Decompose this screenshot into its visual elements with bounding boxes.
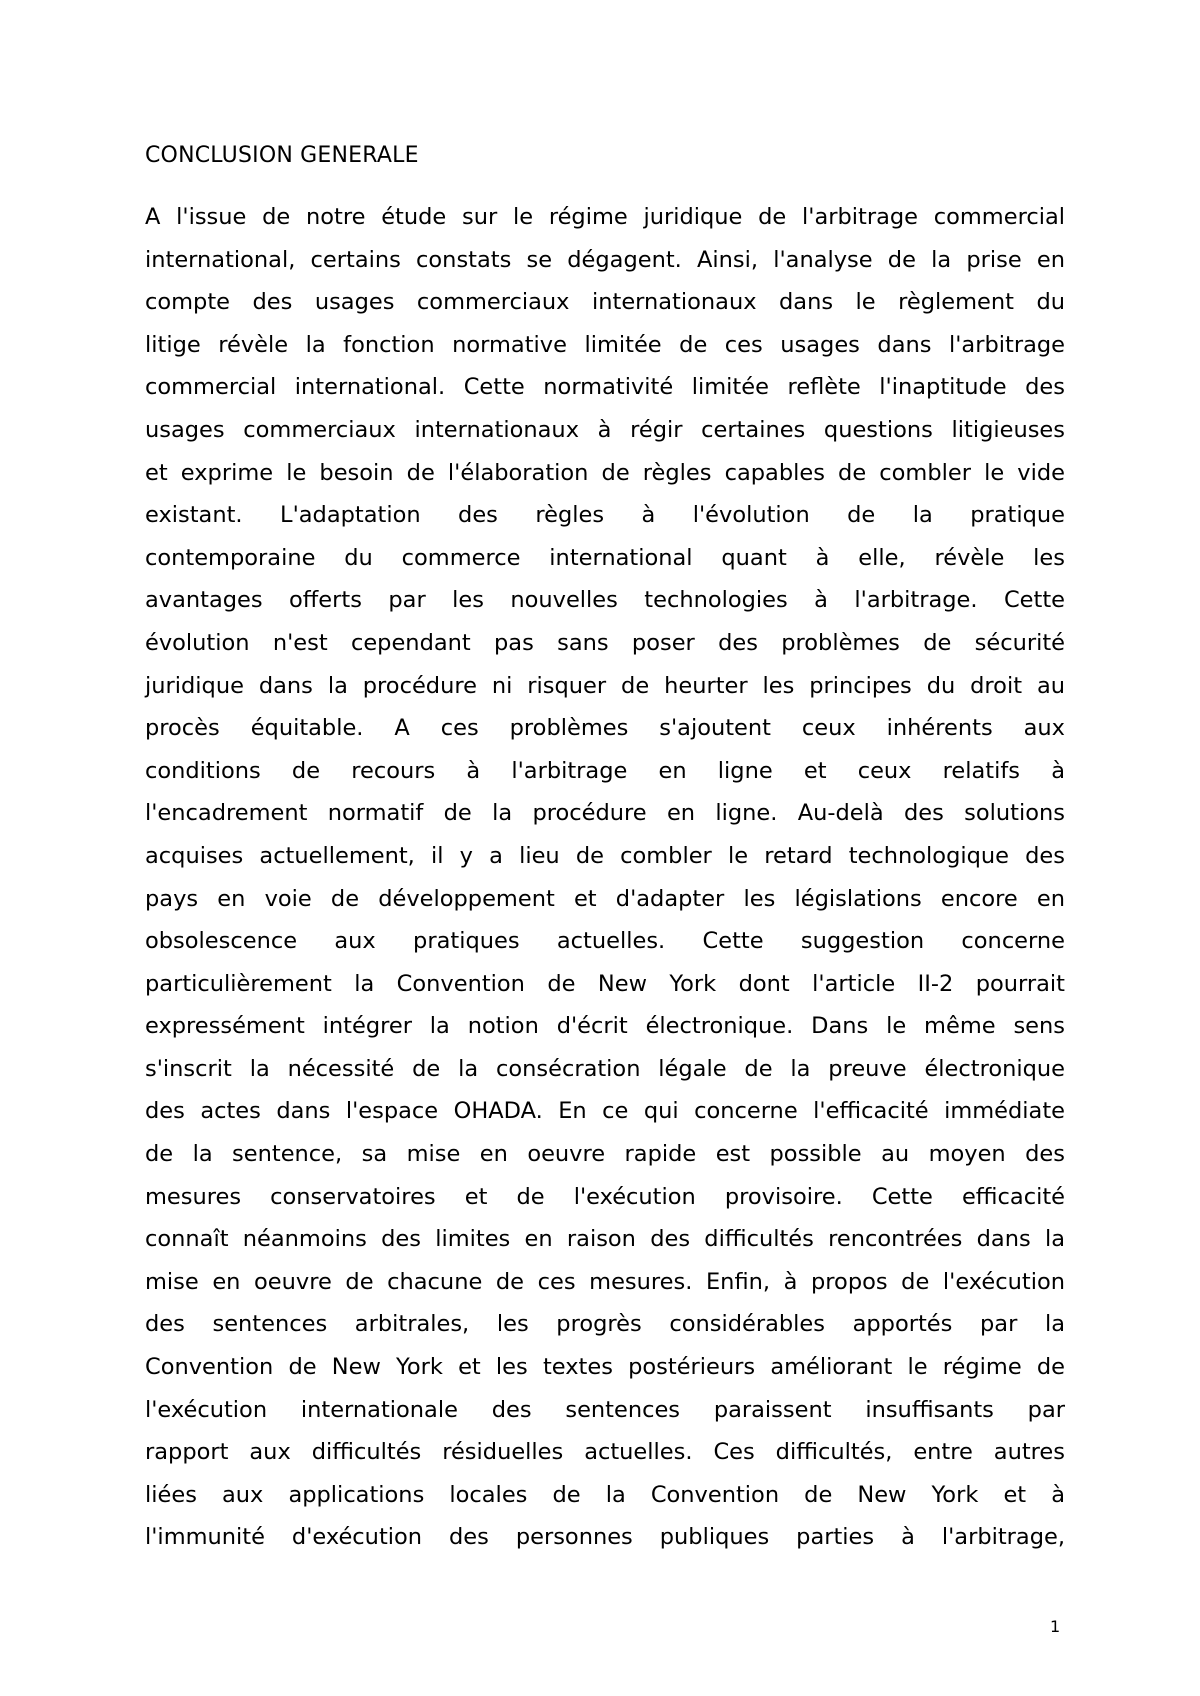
text-line: l'exécution internationale des sentences paraissent insuffisants par <box>145 1396 1065 1423</box>
page-number: 1 <box>1050 1617 1061 1636</box>
text-line: international, certains constats se dégagent. Ainsi, l'analyse de la prise en <box>145 246 1065 273</box>
text-line: A l'issue de notre étude sur le régime juridique de l'arbitrage commercial <box>145 204 1065 230</box>
text-line: usages commerciaux internationaux à régir certaines questions litigieuses <box>145 416 1065 443</box>
text-line: particulièrement la Convention de New York dont l'article II-2 pourrait <box>145 970 1065 997</box>
text-line: s'inscrit la nécessité de la consécration légale de la preuve électronique <box>145 1055 1065 1082</box>
text-line: Convention de New York et les textes postérieurs améliorant le régime de <box>145 1354 1065 1381</box>
text-line: des sentences arbitrales, les progrès considérables apportés par la <box>145 1311 1065 1338</box>
body-paragraph <box>145 196 1065 1559</box>
text-line: liées aux applications locales de la Convention de New York et à <box>145 1481 1065 1508</box>
text-line: et exprime le besoin de l'élaboration de règles capables de combler le vide <box>145 459 1065 486</box>
section-heading: CONCLUSION GENERALE <box>145 143 419 168</box>
text-line: juridique dans la procédure ni risquer de heurter les principes du droit au <box>145 672 1065 699</box>
text-line: compte des usages commerciaux internationaux dans le règlement du <box>145 289 1065 316</box>
text-line: pays en voie de développement et d'adapter les législations encore en <box>145 885 1065 912</box>
text-line: l'encadrement normatif de la procédure en ligne. Au-delà des solutions <box>145 800 1065 827</box>
text-line: obsolescence aux pratiques actuelles. Cette suggestion concerne <box>145 928 1065 955</box>
text-line: commercial international. Cette normativité limitée reflète l'inaptitude des <box>145 374 1065 401</box>
text-line: de la sentence, sa mise en oeuvre rapide est possible au moyen des <box>145 1141 1065 1168</box>
text-line: connaît néanmoins des limites en raison des difficultés rencontrées dans la <box>145 1226 1065 1253</box>
text-line: rapport aux difficultés résiduelles actuelles. Ces difficultés, entre autres <box>145 1439 1065 1466</box>
text-line: expressément intégrer la notion d'écrit électronique. Dans le même sens <box>145 1013 1065 1040</box>
text-line: évolution n'est cependant pas sans poser des problèmes de sécurité <box>145 629 1065 656</box>
text-line: conditions de recours à l'arbitrage en ligne et ceux relatifs à <box>145 757 1065 784</box>
text-line: avantages offerts par les nouvelles technologies à l'arbitrage. Cette <box>145 587 1065 614</box>
text-line: acquises actuellement, il y a lieu de combler le retard technologique des <box>145 842 1065 869</box>
text-line: existant. L'adaptation des règles à l'évolution de la pratique <box>145 502 1065 529</box>
text-line: des actes dans l'espace OHADA. En ce qui concerne l'efficacité immédiate <box>145 1098 1065 1125</box>
text-line: contemporaine du commerce international quant à elle, révèle les <box>145 544 1065 571</box>
text-line: litige révèle la fonction normative limitée de ces usages dans l'arbitrage <box>145 331 1065 358</box>
text-line: l'immunité d'exécution des personnes publiques parties à l'arbitrage, <box>145 1524 1065 1551</box>
text-line: mise en oeuvre de chacune de ces mesures. Enfin, à propos de l'exécution <box>145 1268 1065 1295</box>
text-line: mesures conservatoires et de l'exécution provisoire. Cette efficacité <box>145 1183 1065 1210</box>
text-line: procès équitable. A ces problèmes s'ajoutent ceux inhérents aux <box>145 715 1065 742</box>
